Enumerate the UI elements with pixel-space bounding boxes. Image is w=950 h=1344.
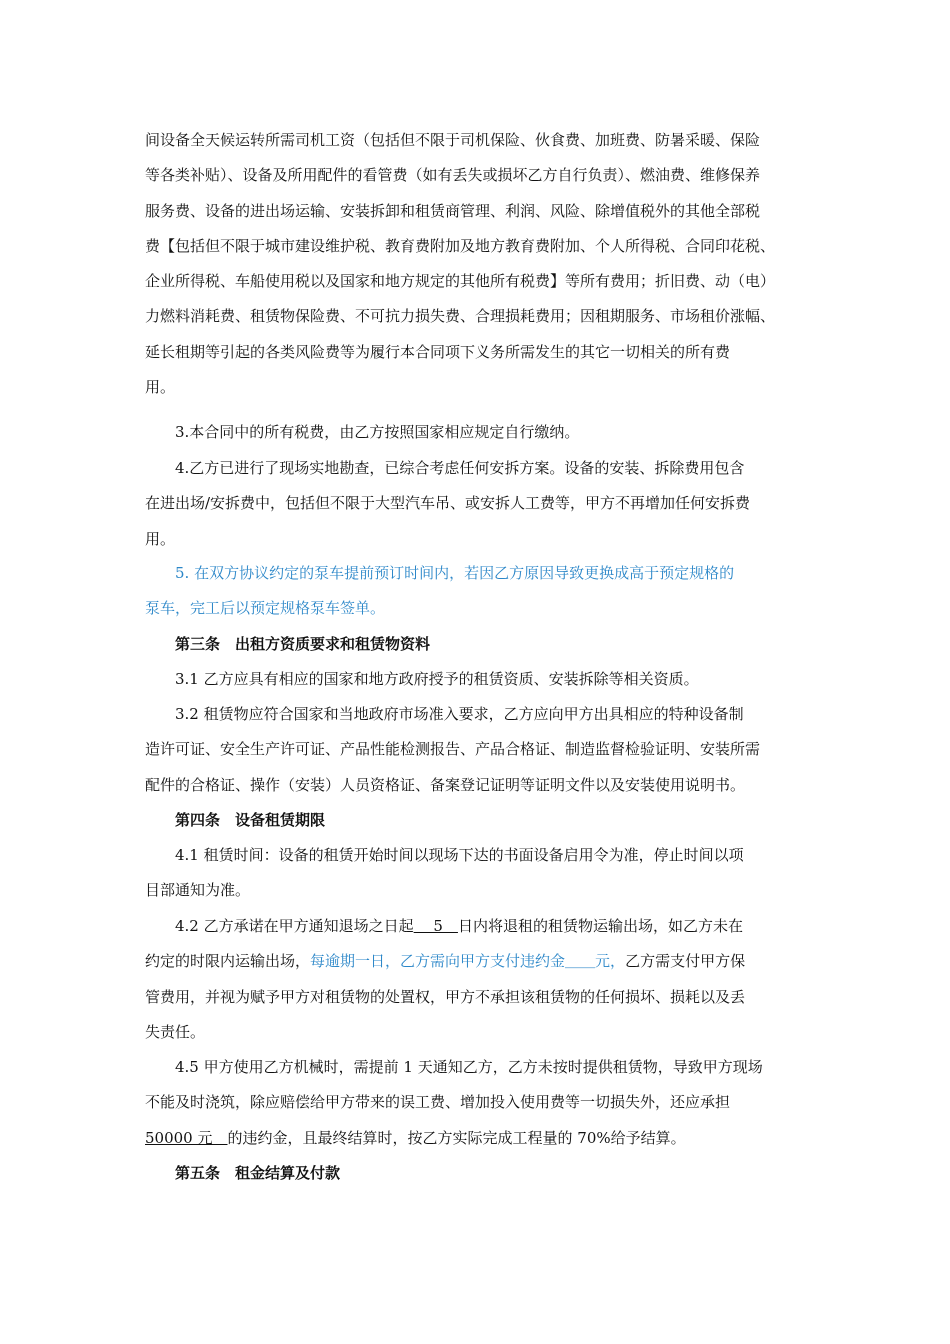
paragraph-fees xyxy=(145,123,810,405)
text-line: 5. 在双方协议约定的泵车提前预订时间内，若因乙方原因导致更换成高于预定规格的 xyxy=(175,564,735,582)
penalty-text: 每逾期一日，乙方需向甲方支付违约金 xyxy=(310,952,566,971)
penalty-blank: ＿＿ xyxy=(565,952,596,971)
paragraph-3-1 xyxy=(145,662,810,697)
text-line: 4.1 租赁时间：设备的租赁开始时间以现场下达的书面设备启用令为准，停止时间以项 xyxy=(175,846,744,864)
text-line: 3.2 租赁物应符合国家和当地政府市场准入要求，乙方应向甲方出具相应的特种设备制 xyxy=(175,705,744,723)
text-line: 造许可证、安全生产许可证、产品性能检测报告、产品合格证、制造监督检验证明、安装所需 xyxy=(145,740,761,759)
text-line: 延长租期等引起的各类风险费等为履行本合同项下义务所需发生的其它一切相关的所有费 xyxy=(145,342,731,361)
text-run: 乙方需支付甲方保 xyxy=(625,952,746,971)
heading-text: 第五条 租金结算及付款 xyxy=(175,1164,341,1182)
text-line: 配件的合格证、操作（安装）人员资格证、备案登记证明等证明文件以及安装使用说明书。 xyxy=(145,775,746,794)
text-line: 企业所得税、车船使用税以及国家和地方规定的其他所有税费】等所有费用；折旧费、动（电） xyxy=(145,272,776,291)
heading-text: 第三条 出租方资质要求和租赁物资料 xyxy=(175,635,431,653)
section-heading-5 xyxy=(145,1156,810,1191)
text-line: 4.乙方已进行了现场实地勘查，已综合考虑任何安拆方案。设备的安装、拆除费用包含 xyxy=(175,459,745,477)
text-line: 失责任。 xyxy=(145,1022,206,1041)
text-line xyxy=(145,944,810,979)
text-line: 用。 xyxy=(145,529,176,548)
text-line xyxy=(145,909,810,944)
text-line xyxy=(145,1121,810,1156)
days-blank: 5 xyxy=(413,917,458,935)
paragraph-4-1 xyxy=(145,838,810,909)
penalty-unit: 元， xyxy=(595,952,626,971)
paragraph-4-5 xyxy=(145,1050,810,1156)
penalty-amount: 50000 元 xyxy=(145,1128,228,1147)
text-line: 间设备全天候运转所需司机工资（包括但不限于司机保险、伙食费、加班费、防暑采暖、保险 xyxy=(145,131,761,149)
text-line: 不能及时浇筑，除应赔偿给甲方带来的误工费、增加投入使用费等一切损失外，还应承担 xyxy=(145,1093,731,1112)
text-line: 在进出场/安拆费中，包括但不限于大型汽车吊、或安拆人工费等，甲方不再增加任何安拆费 xyxy=(145,494,751,513)
text-line: 用。 xyxy=(145,378,176,397)
text-line: 费【包括但不限于城市建设维护税、教育费附加及地方教育费附加、个人所得税、合同印花税、 xyxy=(145,236,776,255)
text-run: 约定的时限内运输出场， xyxy=(145,952,311,971)
text-line: 3.1 乙方应具有相应的国家和地方政府授予的租赁资质、安装拆除等相关资质。 xyxy=(175,670,699,688)
text-line: 力燃料消耗费、租赁物保险费、不可抗力损失费、合理损耗费用；因租期服务、市场租价涨幅、 xyxy=(145,307,776,326)
text-run: 的违约金，且最终结算时，按乙方实际完成工程量的 70%给予结算。 xyxy=(227,1128,686,1147)
section-heading-3 xyxy=(145,627,810,662)
text-line: 3.本合同中的所有税费，由乙方按照国家相应规定自行缴纳。 xyxy=(175,423,580,441)
text-run: 4.2 乙方承诺在甲方通知退场之日起 xyxy=(175,917,414,935)
text-line: 4.5 甲方使用乙方机械时，需提前 1 天通知乙方，乙方未按时提供租赁物，导致甲方现场 xyxy=(175,1058,763,1076)
paragraph-3-2 xyxy=(145,697,810,803)
text-line: 目部通知为准。 xyxy=(145,881,251,900)
section-heading-4 xyxy=(145,803,810,838)
heading-text: 第四条 设备租赁期限 xyxy=(175,811,326,829)
text-line: 等各类补贴）、设备及所用配件的看管费（如有丢失或损坏乙方自行负责）、燃油费、维修保养 xyxy=(145,166,761,185)
text-line: 管费用，并视为赋予甲方对租赁物的处置权，甲方不承担该租赁物的任何损坏、损耗以及丢 xyxy=(145,987,746,1006)
text-run: 日内将退租的租赁物运输出场，如乙方未在 xyxy=(457,917,743,935)
text-line: 服务费、设备的进出场运输、安装拆卸和租赁商管理、利润、风险、除增值税外的其他全部税 xyxy=(145,201,761,220)
paragraph-site-survey xyxy=(145,451,810,557)
paragraph-pump-truck xyxy=(145,556,810,627)
paragraph-4-2 xyxy=(145,909,810,1050)
text-line: 泵车，完工后以预定规格泵车签单。 xyxy=(145,599,386,618)
paragraph-taxes xyxy=(145,415,810,450)
